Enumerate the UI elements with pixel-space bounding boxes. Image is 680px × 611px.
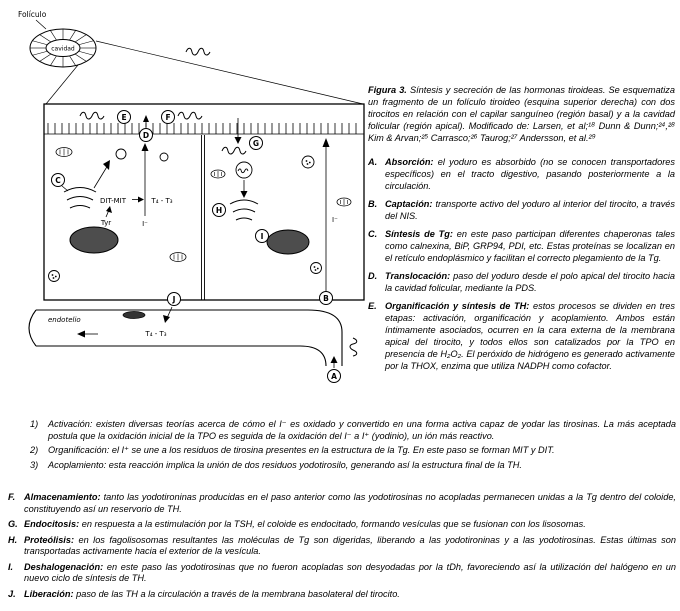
svg-text:E: E — [121, 112, 127, 122]
figure-legend-column — [368, 84, 675, 378]
arrowhead — [77, 331, 85, 338]
step-marker-g — [250, 137, 263, 150]
step-letter: A. — [368, 157, 378, 167]
step-text: transporte activo del yoduro al interior del tirocito, a través del NIS. — [385, 199, 675, 221]
svg-text:B: B — [323, 293, 329, 303]
substep-term: Acoplamiento: — [48, 459, 107, 470]
step-letter: G. — [8, 519, 18, 529]
follicle-label: Folículo — [18, 10, 47, 19]
step-text: paso del yoduro desde el polo apical del tirocito hacia la cavidad folicular, mediante la PDS. — [385, 271, 675, 293]
step-marker-i — [256, 230, 269, 243]
step-text: en este paso las yodotirosinas que no fueron acopladas son desyodadas por la tDh, favoreciendo así la utilización del halógeno en un nuevo ciclo de síntesis de TH. — [24, 561, 677, 583]
step-text: estos procesos se dividen en tres etapas: activación, organificación y acoplamiento. Ambos están íntimamente asociados, ocurren en la cara externa de la membrana apical del tirocito, y todos ellos son catalizados por la TPO en presencia de H₂O₂. El peróxido de hidrógeno es generado activamente por la THOX, enzima que utiliza NADPH como cofactor. — [385, 301, 675, 371]
step-text: paso de las TH a la circulación a través de la membrana basolateral del tirocito. — [76, 588, 400, 599]
svg-text:G: G — [252, 138, 260, 148]
svg-text:J: J — [172, 294, 176, 304]
step-text: tanto las yodotironinas producidas en el paso anterior como las yodotirosinas no acopladas permanecen unidas a la Tg dentro del coloide, constituyendo así un reservorio de TH. — [24, 492, 676, 514]
step-marker-d — [140, 129, 153, 142]
substep-text: existen diversas teorías acerca de cómo el I⁻ es oxidado y convertido en una forma activa capaz de yodar las tirosinas. La más aceptada postula que la oxidación inicial de la TPO es seguida de la oxidación del I⁻ a I⁺ (yodinio), un ión más reactivo. — [48, 419, 676, 441]
figure-caption — [368, 84, 675, 144]
step-letter: J. — [8, 588, 16, 599]
cavity-label: cavidad — [51, 45, 75, 53]
figure-caption-label: Figura 3. — [368, 85, 407, 95]
svg-text:C: C — [55, 175, 61, 185]
legend-step-i — [8, 562, 676, 585]
step-marker-b — [320, 292, 333, 305]
step-text: en los fagolisosomas resultantes las moléculas de Tg son digeridas, liberando a las yodotironinas y a las yodotirosinas. Estas últimas son transportadas activamente hacia el exterior de la vesícula. — [24, 534, 676, 556]
legend-step-c — [368, 228, 675, 264]
step-marker-h — [213, 204, 226, 217]
step-text: el yoduro es absorbido (no se conocen transportadores específicos) en el tracto digestivo, pasando posteriormente a la circulación. — [385, 157, 675, 191]
step-text: en este paso participan diferentes chaperonas tales como calnexina, BiP, GRP94, PDI, etc. Estas proteínas se localizan en el retículo endoplásmico y facilitan el correcto plegamiento de la Tg. — [385, 229, 675, 263]
step-marker-c — [52, 174, 65, 187]
magnification-lines — [46, 41, 363, 104]
organification-substeps — [30, 419, 676, 474]
iodide-uptake-label: I⁻ — [332, 216, 338, 224]
tyr-label: Tyr — [100, 219, 112, 227]
thyroid-diagram-panel — [6, 4, 368, 439]
step-marker-j — [168, 293, 181, 306]
substep-number: 3) — [30, 459, 39, 470]
step-letter: H. — [8, 534, 18, 545]
legend-step-d — [368, 270, 675, 294]
legend-step-h — [8, 535, 676, 558]
step-term: Absorción: — [385, 157, 434, 167]
step-term: Almacenamiento: — [24, 492, 101, 502]
svg-text:D: D — [142, 130, 150, 140]
step-letter: I. — [8, 561, 14, 572]
arrowhead — [163, 315, 170, 323]
iodide-cell-label: I⁻ — [142, 220, 148, 228]
step-letter: D. — [368, 271, 378, 281]
legend-step-f — [8, 492, 676, 515]
substep-3 — [30, 460, 676, 472]
t4-t3-vessel-label: T₄ - T₃ — [145, 330, 167, 338]
endothelial-nucleus — [123, 312, 145, 319]
legend-step-b — [368, 198, 675, 222]
gut-squiggle-icon — [350, 338, 357, 356]
nucleus-left — [70, 227, 118, 253]
step-term: Liberación: — [24, 588, 74, 599]
substep-term: Organificación: — [48, 445, 110, 455]
step-term: Translocación: — [385, 271, 451, 281]
step-term: Captación: — [385, 199, 433, 209]
t4-t3-cell-label: T₄ - T₃ — [151, 197, 173, 205]
step-term: Organificación y síntesis de TH: — [385, 301, 530, 311]
step-letter: E. — [368, 301, 377, 311]
step-term: Síntesis de Tg: — [385, 229, 453, 239]
substep-text: el I⁺ se une a los residuos de tirosina presentes en la estructura de la Tg. En este paso se forman MIT y DIT. — [111, 445, 555, 455]
legend-step-j — [8, 589, 676, 601]
nucleus-right — [267, 230, 309, 254]
dit-mit-label: DIT-MIT — [100, 197, 126, 205]
substep-1 — [30, 419, 676, 442]
svg-text:H: H — [215, 205, 223, 215]
legend-steps-f-j — [8, 492, 676, 604]
liberation-arrow — [167, 307, 172, 318]
svg-text:A: A — [331, 371, 337, 381]
follicle-inset — [18, 10, 96, 67]
step-marker-a — [328, 370, 341, 383]
legend-step-g — [8, 519, 676, 531]
endothelium-label: endotelio — [48, 316, 81, 324]
substep-text: esta reacción implica la unión de dos residuos yodotirosilo, generando así la estructura final de la TH. — [108, 459, 522, 470]
step-letter: F. — [8, 492, 16, 502]
substep-number: 1) — [30, 419, 39, 429]
step-text: en respuesta a la estimulación por la TSH, el coloide es endocitado, formando vesículas que se fusionan con los lisosomas. — [81, 519, 586, 529]
legend-step-e — [368, 300, 675, 372]
step-term: Deshalogenación: — [24, 561, 104, 572]
step-term: Proteólisis: — [24, 534, 75, 545]
step-term: Endocitosis: — [24, 519, 80, 529]
substep-number: 2) — [30, 445, 39, 455]
step-letter: B. — [368, 199, 378, 209]
step-marker-e — [118, 111, 131, 124]
thyroglobulin-squiggle-icon — [186, 48, 210, 55]
substep-2 — [30, 445, 676, 457]
svg-text:F: F — [165, 112, 171, 122]
thyroid-follicle-diagram — [6, 4, 368, 434]
step-letter: C. — [368, 229, 378, 239]
arrowhead — [331, 356, 338, 363]
figure-caption-text: Síntesis y secreción de las hormonas tiroideas. Se esquematiza un fragmento de un folículo tiroideo (esquina superior derecha) con dos tirocitos en relación con el capilar sanguíneo (región basal) y a la cavidad folicular (región apical). Modificado de: Larsen, et al;¹⁸ Dunn & Dunn;²⁴,²⁸ Kim & Arvan;²⁵ Carrasco;²⁶ Taurog;²⁷ Andersson, et al.²⁹ — [368, 85, 675, 143]
substep-term: Activación: — [48, 419, 93, 429]
legend-step-a — [368, 156, 675, 192]
svg-text:I: I — [260, 231, 264, 241]
step-marker-f — [162, 111, 175, 124]
